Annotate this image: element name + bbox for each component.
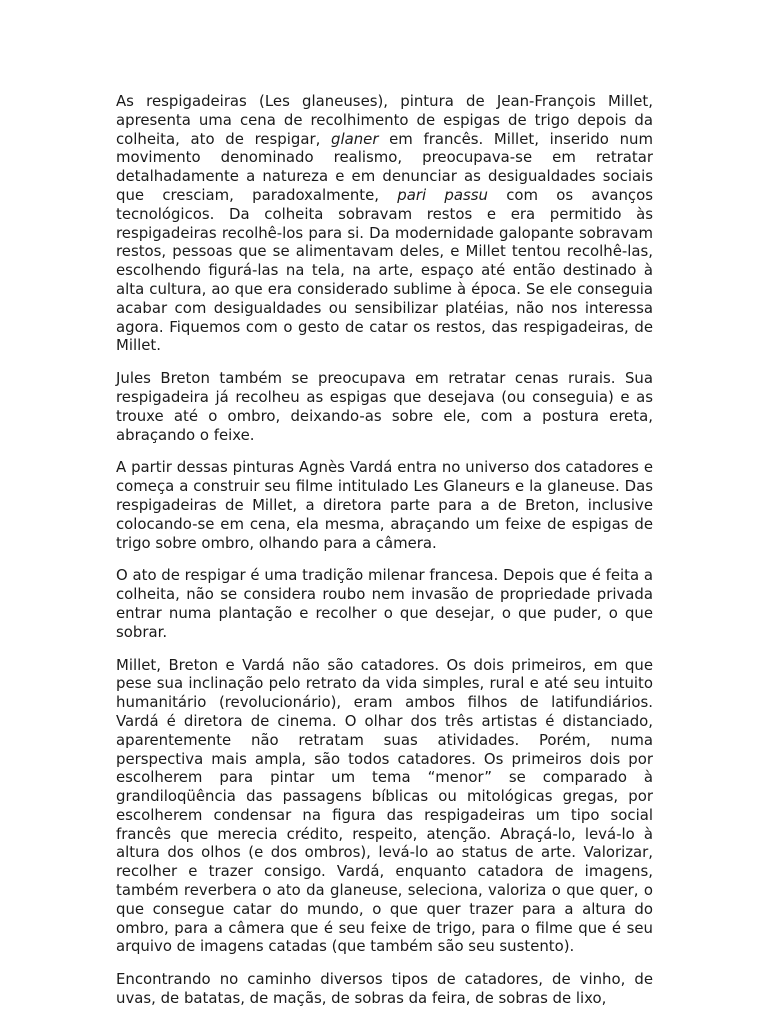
paragraph-millet bbox=[116, 92, 653, 355]
paragraph-millet-part-1: As respigadeiras (Les glaneuses), pintura de Jean-François Millet, apresenta uma cena de recolhimento de espigas de trigo depois da colheita, ato de respigar, bbox=[116, 92, 653, 148]
paragraph-millet-part-3: com os avanços tecnológicos. Da colheita sobravam restos e era permitido às respigadeiras recolhê-los para si. Da modernidade galopante sobravam restos, pessoas que se alimentavam deles, e Millet tentou recolhê-las, escolhendo figurá-las na tela, na arte, espaço até então destinado à alta cultura, ao que era considerado sublime à época. Se ele conseguia acabar com desigualdades ou sensibilizar platéias, não nos interessa agora. Fiquemos com o gesto de catar os restos, das respigadeiras, de Millet. bbox=[116, 185, 653, 355]
paragraph-catadores: Millet, Breton e Vardá não são catadores. Os dois primeiros, em que pese sua inclinação pelo retrato da vida simples, rural e até seu intuito humanitário (revolucionário), eram ambos filhos de latifundiários. Vardá é diretora de cinema. O olhar dos três artistas é distanciado, aparentemente não retratam suas atividades. Porém, numa perspectiva mais ampla, são todos catadores. Os primeiros dois por escolherem para pintar um tema “menor” se comparado à grandiloqüência das passagens bíblicas ou mitológicas gregas, por escolherem condensar na figura das respigadeiras um tipo social francês que merecia crédito, respeito, atenção. Abraçá-lo, levá-lo à altura dos olhos (e dos ombros), levá-lo ao status de arte. Valorizar, recolher e trazer consigo. Vardá, enquanto catadora de imagens, também reverbera o ato da glaneuse, seleciona, valoriza o que quer, o que consegue catar do mundo, o que quer trazer para a altura do ombro, para a câmera que é seu feixe de trigo, para o filme que é seu arquivo de imagens catadas (que também são seu sustento). bbox=[116, 655, 653, 956]
paragraph-respigar: O ato de respigar é uma tradição milenar francesa. Depois que é feita a colheita, não se considera roubo nem invasão de propriedade privada entrar numa plantação e recolher o que desejar, o que puder, o que sobrar. bbox=[116, 566, 653, 641]
document-page bbox=[116, 92, 653, 1008]
paragraph-breton: Jules Breton também se preocupava em retratar cenas rurais. Sua respigadeira já recolheu as espigas que desejava (ou conseguia) e as trouxe até o ombro, deixando-as sobre ele, com a postura ereta, abraçando o feixe. bbox=[116, 369, 653, 444]
term-glaner: glaner bbox=[331, 129, 379, 148]
term-pari-passu: pari passu bbox=[397, 185, 488, 204]
paragraph-varda: A partir dessas pinturas Agnès Vardá entra no universo dos catadores e começa a construir seu filme intitulado Les Glaneurs e la glaneuse. Das respigadeiras de Millet, a diretora parte para a de Breton, inclusive colocando-se em cena, ela mesma, abraçando um feixe de espigas de trigo sobre ombro, olhando para a câmera. bbox=[116, 458, 653, 552]
paragraph-encontrando: Encontrando no caminho diversos tipos de catadores, de vinho, de uvas, de batatas, de maçãs, de sobras da feira, de sobras de lixo, bbox=[116, 970, 653, 1008]
paragraph-millet-part-2: em francês. Millet, inserido num movimento denominado realismo, preocupava-se em retratar detalhadamente a natureza e em denunciar as desigualdades sociais que cresciam, paradoxalmente, bbox=[116, 129, 653, 204]
